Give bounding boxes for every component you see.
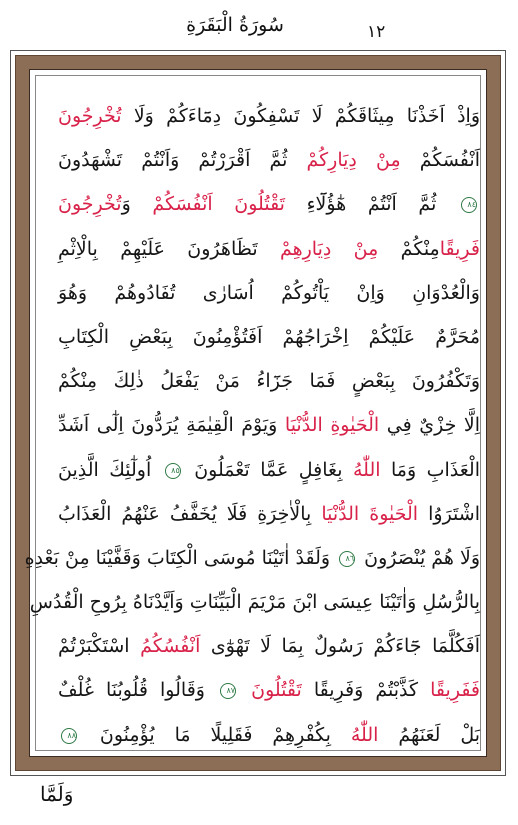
verse-text: بِغَافِلٍ عَمَّا تَعْمَلُونَ xyxy=(183,458,353,481)
verse-line xyxy=(58,359,480,403)
verse-line xyxy=(58,227,480,271)
verse-text: اَنْفُسَكُمْ xyxy=(400,149,480,172)
verse-text: الْعَذَابِ وَمَا xyxy=(380,458,480,481)
highlighted-word: اَنْفُسُكُمُ xyxy=(140,635,201,658)
verse-line xyxy=(29,580,480,624)
verse-line xyxy=(58,492,480,536)
catchword: وَلَمَّا xyxy=(40,782,74,806)
verse-text xyxy=(239,679,251,701)
highlighted-word: فَفَرِيقًا xyxy=(430,679,481,702)
text-area xyxy=(24,75,481,751)
verse-line xyxy=(24,536,480,580)
surah-title: سُورَةُ الْبَقَرَةِ xyxy=(186,14,284,36)
frame-inner xyxy=(24,69,487,757)
highlighted-word: مِنْ دِيَارِكُمْ xyxy=(306,149,401,172)
verse-line xyxy=(58,182,480,226)
verse-text: وَ xyxy=(121,193,153,216)
ayah-number-marker: ٨٤ xyxy=(461,197,477,213)
highlighted-word: الْحَيٰوةَ الدُّنْيَا xyxy=(321,502,419,525)
verse-text: بِكُفْرِهِمْ فَقَلِيلًا مَا يُؤْمِنُونَ xyxy=(80,723,351,746)
ayah-number-marker: ٨٦ xyxy=(339,551,355,567)
verse-line xyxy=(58,315,480,359)
page-header xyxy=(0,0,518,48)
verse-line xyxy=(58,271,480,315)
highlighted-word: مِنْ دِيَارِهِمْ xyxy=(279,237,379,260)
verse-line xyxy=(58,713,480,757)
highlighted-word: تُخْرِجُونَ xyxy=(58,105,122,127)
verse-text: وَلَا هُمْ يُنْصَرُونَ xyxy=(358,546,480,569)
verse-line xyxy=(58,668,480,712)
verse-text: ثُمَّ اَنْتُمْ هٰٓؤُلَٓاءِ xyxy=(284,193,458,216)
verse-text: اَفَكُلَّمَا جَٓاءَكُمْ رَسُولٌ بِمَا لَا تَهْوٰٓى xyxy=(200,635,480,658)
frame-border xyxy=(15,55,501,771)
verse-text: مِنْكُمْ xyxy=(378,237,440,260)
verse-text: اِلَّا خِزْيٌ فِي xyxy=(379,414,481,437)
highlighted-word: تَقْتُلُونَ xyxy=(251,679,302,702)
highlighted-word: فَرِيقًا xyxy=(439,237,480,260)
verse-text: ثُمَّ اَقْرَرْتُمْ وَاَنْتُمْ تَشْهَدُونَ xyxy=(58,149,307,172)
verse-text: اُولٰٓئِكَ الَّذِينَ xyxy=(58,458,162,481)
verse-text: وَالْعُدْوَانِ وَاِنْ يَاْتُوكُمْ اُسَارٰى تُفَادُوهُمْ وَهُوَ xyxy=(58,281,480,304)
highlighted-word: الْحَيٰوةِ الدُّنْيَا xyxy=(284,414,380,437)
verse-line xyxy=(58,624,480,668)
verse-text: تَظَاهَرُونَ عَلَيْهِمْ بِالْاِثْمِ xyxy=(58,237,280,260)
verse-lines xyxy=(24,94,481,757)
verse-text: مُحَرَّمٌ عَلَيْكُمْ اِخْرَاجُهُمْ اَفَتُؤْمِنُونَ بِبَعْضِ الْكِتَابِ xyxy=(58,325,480,348)
page-frame xyxy=(10,50,506,776)
verse-text: بِالْاٰخِرَةِ فَلَا يُخَفَّفُ عَنْهُمُ الْعَذَابُ xyxy=(58,502,322,525)
verse-line xyxy=(58,138,480,182)
verse-line xyxy=(58,403,480,447)
highlighted-word: اللّٰهُ xyxy=(352,458,381,481)
verse-text: بَلْ لَعَنَهُمُ xyxy=(378,723,480,746)
verse-text: وَقَالُوا قُلُوبُنَا غُلْفٌ xyxy=(58,679,218,702)
verse-text: اسْتَكْبَرْتُمْ xyxy=(58,635,141,658)
page-number: ١٢ xyxy=(367,22,386,42)
verse-text: اشْتَرَوُا xyxy=(418,502,480,525)
highlighted-word: اللّٰهُ xyxy=(350,723,379,746)
ayah-number-marker: ٨٥ xyxy=(165,463,181,479)
verse-text: وَتَكْفُرُونَ بِبَعْضٍ فَمَا جَزَٓاءُ مَنْ يَفْعَلُ ذٰلِكَ مِنْكُمْ xyxy=(58,370,480,393)
ayah-number-marker: ٨٧ xyxy=(220,683,236,699)
verse-line xyxy=(58,94,480,138)
highlighted-word: تُخْرِجُونَ xyxy=(58,193,122,216)
verse-text: وَلَقَدْ اٰتَيْنَا مُوسَى الْكِتَابَ وَقَفَّيْنَا مِنْ بَعْدِهِ xyxy=(24,546,337,569)
verse-text: كَذَّبْتُمْ وَفَرِيقًا xyxy=(301,679,431,702)
verse-text: وَاِذْ اَخَذْنَا مِيثَاقَكُمْ لَا تَسْفِكُونَ دِمَٓاءَكُمْ وَلَا xyxy=(121,105,480,127)
verse-line xyxy=(58,448,480,492)
highlighted-word: تَقْتُلُونَ اَنْفُسَكُمْ xyxy=(152,193,285,216)
verse-text: وَيَوْمَ الْقِيٰمَةِ يُرَدُّونَ اِلٰٓى اَشَدِّ xyxy=(58,414,285,437)
ayah-number-marker: ٨٨ xyxy=(61,728,77,744)
verse-text: بِالرُّسُلِ وَاٰتَيْنَا عِيسَى ابْنَ مَرْيَمَ الْبَيِّنَاتِ وَاَيَّدْنَاهُ بِرُوحِ الْقُدُسِ xyxy=(29,591,480,614)
